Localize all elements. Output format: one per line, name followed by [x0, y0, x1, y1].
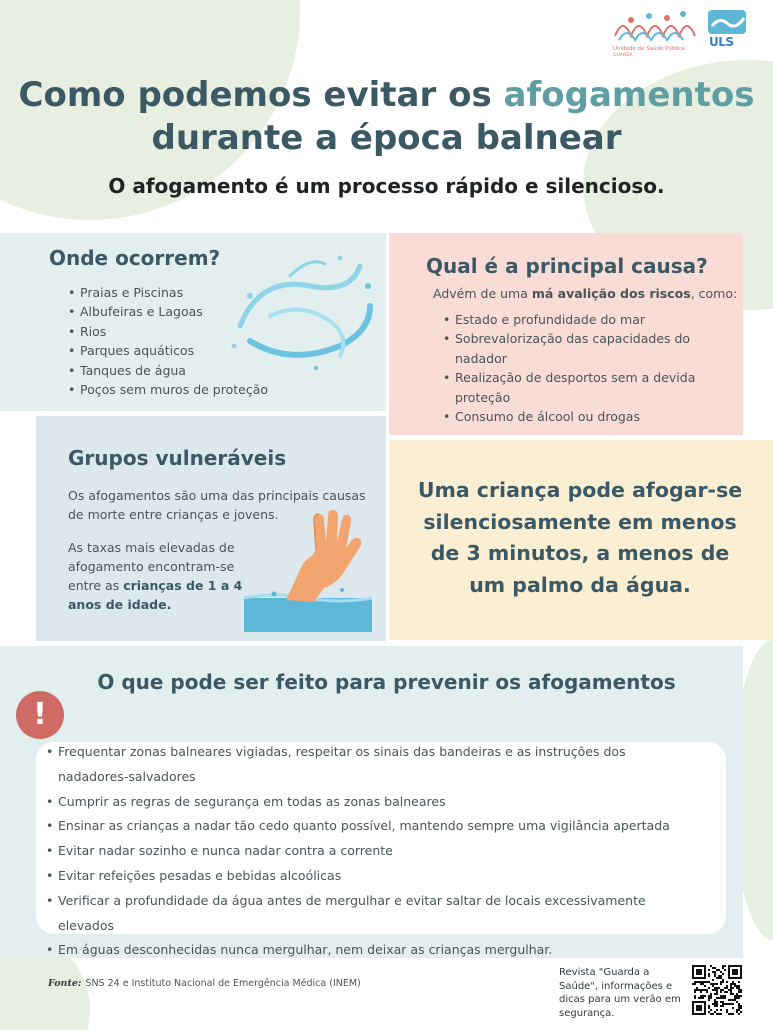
- causa-intro-bold: má avalição dos riscos: [531, 286, 691, 301]
- usp-logo-sub: GUARDA: [613, 53, 633, 58]
- grupos-paragraph-1: Os afogamentos são uma das principais causas de morte entre crianças e jovens.: [68, 488, 366, 522]
- uls-logo-text: ULS: [709, 35, 734, 49]
- grupos-heading: Grupos vulneráveis: [68, 446, 287, 470]
- onde-item: • Parques aquáticos: [68, 341, 268, 360]
- crianca-statement: Uma criança pode afogar-se silenciosamente em menos de 3 minutos, a menos de um palmo da água.: [417, 478, 743, 597]
- causa-intro-pre: Advém de uma: [433, 286, 532, 301]
- qr-code-icon[interactable]: [692, 965, 742, 1015]
- onde-item: • Rios: [68, 322, 268, 341]
- prevencao-item: • Frequentar zonas balneares vigiadas, respeitar os sinais das bandeiras e as instruções dos nadadores-salvadores: [46, 740, 696, 790]
- onde-item: • Albufeiras e Lagoas: [68, 302, 268, 321]
- grupos-p2-bold: crianças de 1 a 4 anos de idade.: [68, 578, 243, 612]
- causa-item: • Estado e profundidade do mar: [443, 310, 713, 329]
- usp-logo-name: Unidade de Saúde Pública: [613, 46, 685, 52]
- causa-item: • Sobrevalorização das capacidades do nadador: [443, 329, 713, 368]
- source-label: Fonte:: [48, 978, 82, 989]
- prevencao-item: • Cumprir as regras de segurança em todas as zonas balneares: [46, 790, 696, 815]
- logos: [611, 6, 751, 62]
- causa-item: • Consumo de álcool ou drogas: [443, 407, 713, 426]
- causa-item: • Realização de desportos sem a devida proteção: [443, 368, 713, 407]
- magazine-note: Revista "Guarda a Saúde", informações e dicas para um verão em segurança.: [559, 967, 681, 1019]
- page-title: [0, 74, 773, 160]
- title-highlight: afogamentos: [503, 75, 755, 115]
- subtitle: O afogamento é um processo rápido e silencioso.: [108, 174, 665, 198]
- onde-item: • Poços sem muros de proteção: [68, 380, 268, 399]
- grupos-paragraph-2: [68, 538, 268, 614]
- onde-heading: Onde ocorrem?: [49, 246, 221, 270]
- onde-item: • Tanques de água: [68, 361, 268, 380]
- prevencao-item: • Em águas desconhecidas nunca mergulhar, nem deixar as crianças mergulhar.: [46, 938, 696, 963]
- causa-list: [443, 310, 713, 426]
- onde-item: • Praias e Piscinas: [68, 283, 268, 302]
- source-note: [48, 978, 361, 989]
- onde-list: [68, 283, 268, 399]
- prevencao-item: • Verificar a profundidade da água antes de mergulhar e evitar saltar de locais excessivamente elevados: [46, 889, 696, 939]
- grupos-p2-pre: As taxas mais elevadas de afogamento encontram-se entre as: [68, 540, 235, 593]
- prevencao-item: • Evitar refeições pesadas e bebidas alcoólicas: [46, 864, 696, 889]
- exclamation-icon: !: [16, 691, 64, 739]
- source-text: SNS 24 e Instituto Nacional de Emergência Médica (INEM): [85, 978, 361, 989]
- prevencao-heading: O que pode ser feito para prevenir os afogamentos: [97, 670, 676, 694]
- causa-intro: [433, 286, 737, 301]
- causa-heading: Qual é a principal causa?: [426, 254, 708, 278]
- prevencao-item: • Evitar nadar sozinho e nunca nadar contra a corrente: [46, 839, 696, 864]
- causa-intro-post: , como:: [690, 286, 738, 301]
- title-part1: Como podemos evitar os: [18, 75, 504, 115]
- title-line2: durante a época balnear: [151, 118, 622, 158]
- prevencao-item: • Ensinar as crianças a nadar tão cedo quanto possível, mantendo sempre uma vigilância apertada: [46, 814, 696, 839]
- prevencao-list: [46, 740, 696, 963]
